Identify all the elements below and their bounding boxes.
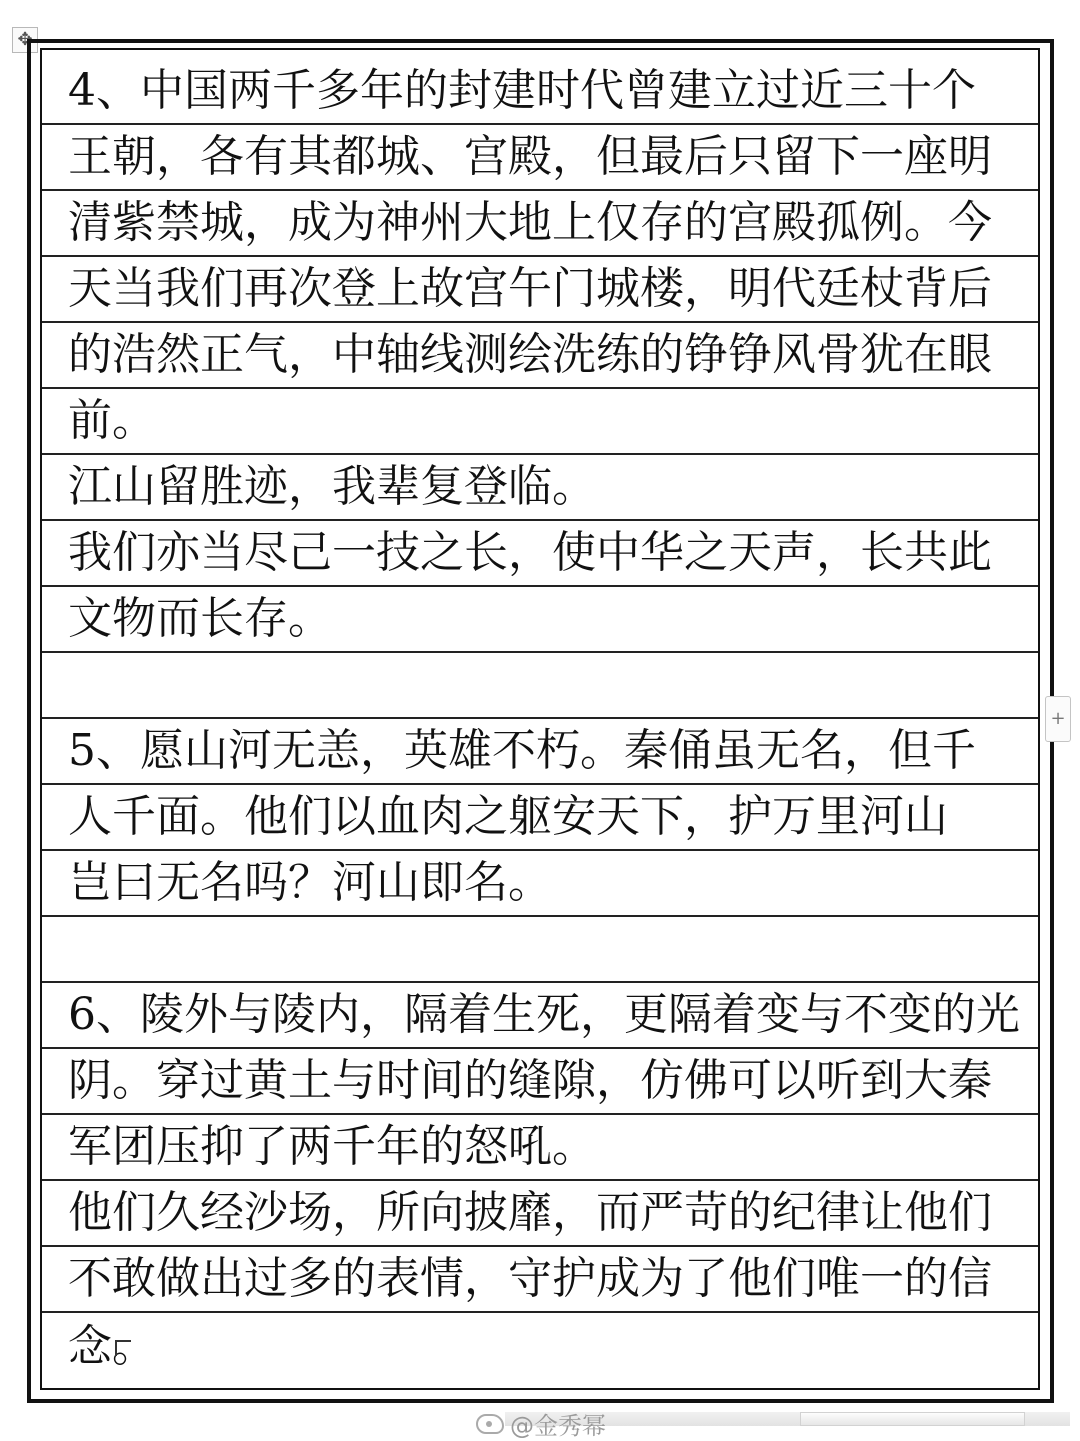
text-line: 江山留胜迹，我辈复登临。 bbox=[42, 455, 1038, 521]
text-line: 不敢做出过多的表情，守护成为了他们唯一的信 bbox=[42, 1247, 1038, 1313]
text-line: 的浩然正气，中轴线测绘洗练的铮铮风骨犹在眼 bbox=[42, 323, 1038, 389]
add-column-icon[interactable]: + bbox=[1045, 696, 1071, 742]
text-line: 军团压抑了两千年的怒吼。 bbox=[42, 1115, 1038, 1181]
table-move-handle-icon[interactable]: ✥ bbox=[12, 27, 38, 53]
blank-line bbox=[42, 653, 1038, 719]
text-line: 4、中国两千多年的封建时代曾建立过近三十个 bbox=[42, 50, 1038, 125]
lined-writing-area bbox=[40, 48, 1040, 1390]
text-line: 王朝，各有其都城、宫殿，但最后只留下一座明 bbox=[42, 125, 1038, 191]
text-line: 阴。穿过黄土与时间的缝隙，仿佛可以听到大秦 bbox=[42, 1049, 1038, 1115]
watermark-text: @金秀幂 bbox=[510, 1412, 606, 1440]
text-line: 他们久经沙场，所向披靡，而严苛的纪律让他们 bbox=[42, 1181, 1038, 1247]
weibo-logo-icon bbox=[476, 1414, 504, 1434]
text-margin-marker bbox=[115, 1340, 131, 1356]
blank-line bbox=[42, 917, 1038, 983]
text-line: 我们亦当尽己一技之长，使中华之天声，长共此 bbox=[42, 521, 1038, 587]
text-line: 清紫禁城，成为神州大地上仅存的宫殿孤例。今 bbox=[42, 191, 1038, 257]
text-line: 岂曰无名吗？河山即名。 bbox=[42, 851, 1038, 917]
text-line: 人千面。他们以血肉之躯安天下，护万里河山 bbox=[42, 785, 1038, 851]
text-line: 天当我们再次登上故宫午门城楼，明代廷杖背后 bbox=[42, 257, 1038, 323]
text-line: 念。 bbox=[68, 1321, 156, 1372]
text-line: 5、愿山河无恙，英雄不朽。秦俑虽无名，但千 bbox=[42, 719, 1038, 785]
text-line: 前。 bbox=[42, 389, 1038, 455]
scrollbar-thumb[interactable] bbox=[800, 1412, 1025, 1426]
text-line: 文物而长存。 bbox=[42, 587, 1038, 653]
watermark bbox=[476, 1406, 606, 1441]
text-line: 6、陵外与陵内，隔着生死，更隔着变与不变的光 bbox=[42, 983, 1038, 1049]
